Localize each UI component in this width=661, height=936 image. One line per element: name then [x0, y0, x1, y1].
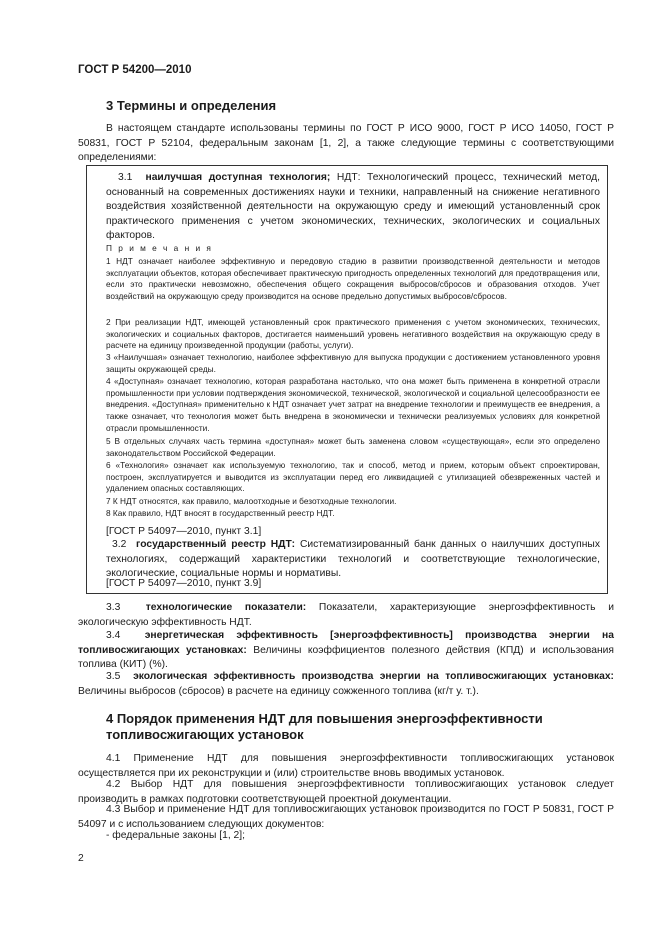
term-3-5 — [78, 670, 614, 699]
note-2: 2 При реализации НДТ, имеющей установленный срок практического применения с учетом экономических, технических, экологических и социальных факторов, достигается наименьший уровень негативного воздействия на окружающую среду в расчете на единицу произведенной продукции (работы, услуги). — [106, 317, 600, 351]
term-3-1-definition: НДТ: Технологический процесс, технический метод, основанный на современных достижениях науки и техники, направленный на снижение негативного воздействия хозяйственной деятельности на окружающую среду и имеющий установленный срок практического применения с учетом экономических, технических, экологических и социальных факторов. — [106, 172, 600, 242]
term-3-5-definition: Величины выбросов (сбросов) в расчете на единицу сожженного топлива (кг/т у. т.). — [78, 685, 479, 697]
term-3-4 — [78, 629, 614, 673]
note-8: 8 Как правило, НДТ вносят в государственный реестр НДТ. — [106, 508, 335, 518]
term-3-4-name: энергетическая эффективность [энергоэффективность] производства энергии на топливосжигающих установках: — [78, 630, 614, 656]
note-5: 5 В отдельных случаях часть термина «доступная» может быть заменена словом «существующая», если это определено законодательством Российской Федерации. — [106, 436, 600, 458]
term-3-2-name: государственный реестр НДТ: — [136, 539, 296, 550]
para-4-3: 4.3 Выбор и применение НДТ для топливосжигающих установок производится по ГОСТ Р 50831, ГОСТ Р 54097 и с использованием следующих документов: — [78, 804, 614, 830]
page-number: 2 — [78, 853, 84, 864]
term-3-1-name: наилучшая доступная технология; — [145, 172, 331, 183]
term-3-5-name: экологическая эффективность производства энергии на топливосжигающих установках: — [133, 671, 614, 682]
reference-3-1: [ГОСТ Р 54097—2010, пункт 3.1] — [106, 526, 262, 537]
running-header: ГОСТ Р 54200—2010 — [78, 64, 192, 76]
term-3-3-name: технологические показатели: — [145, 602, 307, 613]
term-3-2-number: 3.2 — [112, 539, 127, 550]
term-3-3-number: 3.3 — [106, 602, 121, 613]
term-3-1-number: 3.1 — [118, 172, 133, 183]
note-7: 7 К НДТ относятся, как правило, малоотходные и безотходные технологии. — [106, 496, 397, 506]
note-4: 4 «Доступная» означает технологию, которая разработана настолько, что она может быть применена в конкретной отрасли промышленности при условии подтверждения экономической, технической, экологической и социальной целесообразности ее внедрения. «Доступная» применительно к НДТ означает учет затрат на внедрение технологии и преимуществ ее внедрения, а также означает, что технология может быть внедрена в экономически и технически реализуемых условиях для конкретной отрасли промышленности. — [106, 376, 600, 433]
section-4-title-line-2: топливосжигающих установок — [106, 727, 304, 742]
term-3-2 — [106, 538, 600, 582]
reference-3-9: [ГОСТ Р 54097—2010, пункт 3.9] — [106, 578, 262, 589]
note-6: 6 «Технология» означает как используемую технологию, так и способ, метод и прием, которым объект спроектирован, построен, эксплуатируется и выводится из эксплуатации перед его ликвидацией с утилизацией обезвреженных частей и удалением опасных составляющих. — [106, 460, 600, 494]
section-4-title-line-1: 4 Порядок применения НДТ для повышения энергоэффективности — [106, 711, 543, 726]
term-3-5-number: 3.5 — [106, 671, 121, 682]
section-3-title: 3 Термины и определения — [106, 98, 277, 113]
term-3-4-definition: Величины коэффициентов полезного действия (КПД) и использования топлива (КИТ) (%). — [78, 644, 615, 671]
term-3-4-number: 3.4 — [106, 630, 121, 641]
term-3-3 — [78, 601, 614, 630]
para-4-1: 4.1 Применение НДТ для повышения энергоэффективности топливосжигающих установок осуществляется при их реконструкции и (или) строительстве вновь вводимых установок. — [78, 753, 614, 779]
term-3-1 — [106, 171, 600, 244]
note-3: 3 «Наилучшая» означает технологию, наиболее эффективную для выпуска продукции с достижением установленного уровня защиты окружающей среды. — [106, 352, 600, 374]
note-1: 1 НДТ означает наиболее эффективную и передовую стадию в развитии производственной деятельности и методов эксплуатации объектов, которая обеспечивает практическую пригодность определенных технологий для предотвращения или, если это практически невозможно, обеспечения общего сокращения выбросов/сбросов и образования отходов. Учет воздействий на окружающую среду производится на основе предельно допустимых выбросов/сбросов. — [106, 256, 600, 302]
term-3-2-definition: Систематизированный банк данных о наилучших доступных технологиях, содержащий характеристики технологий и соответствующие технологические, экологические, социальные нормы и нормативы. — [106, 539, 600, 580]
term-3-3-definition: Показатели, характеризующие энергоэффективность и экологическую эффективность НДТ. — [78, 602, 614, 628]
section-3-intro: В настоящем стандарте использованы термины по ГОСТ Р ИСО 9000, ГОСТ Р ИСО 14050, ГОСТ Р 50831, ГОСТ Р 52104, федеральным законам [1, 2], а также следующие термины с соответствующими определениями: — [78, 123, 614, 164]
notes-heading: П р и м е ч а н и я — [106, 243, 213, 253]
list-item-federal-laws: - федеральные законы [1, 2]; — [106, 830, 245, 841]
para-4-2: 4.2 Выбор НДТ для повышения энергоэффективности топливосжигающих установок следует производить в рамках подготовки соответствующей проектной документации. — [78, 779, 614, 805]
